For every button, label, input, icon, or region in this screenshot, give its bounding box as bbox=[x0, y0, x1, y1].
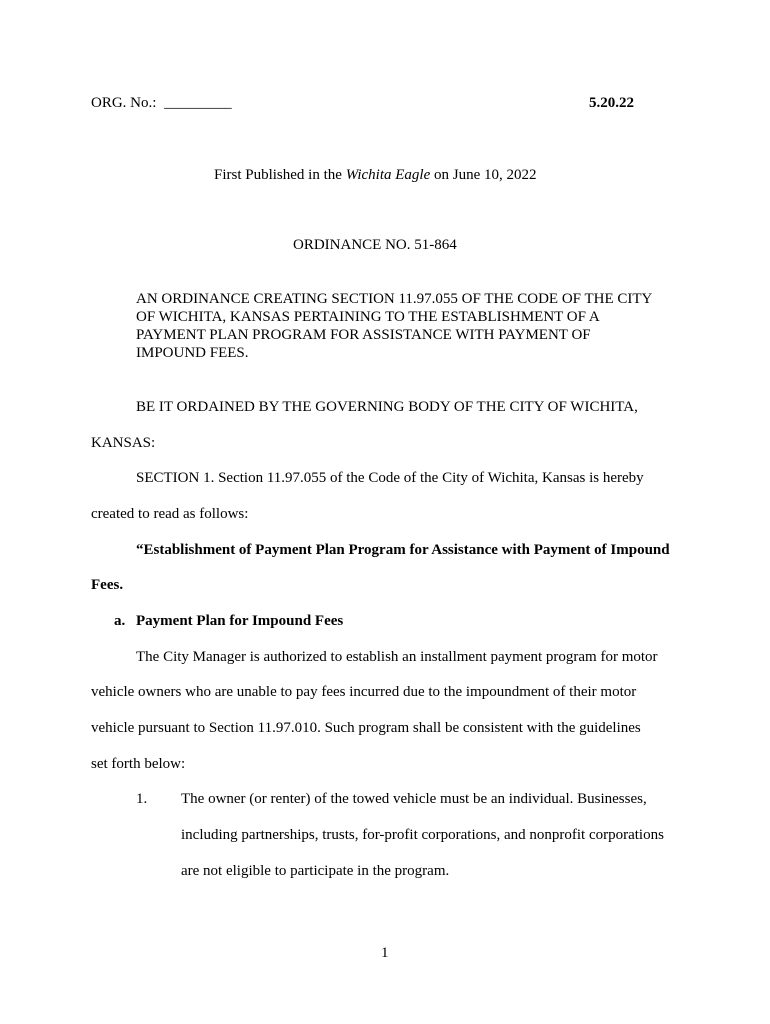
title-line: AN ORDINANCE CREATING SECTION 11.97.055 OF THE CODE OF THE CITY bbox=[136, 291, 653, 307]
subsection-a-title: Payment Plan for Impound Fees bbox=[136, 613, 344, 629]
list-item-line: are not eligible to participate in the program. bbox=[181, 863, 450, 879]
date-code: 5.20.22 bbox=[589, 95, 634, 111]
paragraph-line: vehicle pursuant to Section 11.97.010. Such program shall be consistent with the guidelines bbox=[91, 720, 641, 736]
ordain-clause-line-2: KANSAS: bbox=[91, 435, 156, 451]
org-number-blank: _________ bbox=[164, 95, 232, 111]
section-heading-line-2: Fees. bbox=[91, 577, 124, 593]
title-line: PAYMENT PLAN PROGRAM FOR ASSISTANCE WITH PAYMENT OF bbox=[136, 327, 591, 343]
list-item-line: The owner (or renter) of the towed vehicle must be an individual. Businesses, bbox=[181, 791, 647, 807]
newspaper-name: Wichita Eagle bbox=[345, 167, 431, 183]
publication-line bbox=[214, 166, 537, 184]
list-item-marker: 1. bbox=[136, 791, 148, 807]
ordinance-title bbox=[136, 290, 676, 362]
ordinance-number: ORDINANCE NO. 51-864 bbox=[293, 237, 457, 253]
org-label: ORG. No.: bbox=[91, 95, 157, 111]
paragraph-line: The City Manager is authorized to establish an installment payment program for motor bbox=[136, 649, 658, 665]
title-line: IMPOUND FEES. bbox=[136, 345, 249, 361]
paragraph-line: set forth below: bbox=[91, 756, 186, 772]
publication-suffix: on June 10, 2022 bbox=[430, 167, 537, 183]
section-1-line-1: SECTION 1. Section 11.97.055 of the Code of the City of Wichita, Kansas is hereby bbox=[136, 470, 644, 486]
section-1-line-2: created to read as follows: bbox=[91, 506, 249, 522]
page-number: 1 bbox=[381, 945, 389, 961]
org-number-label bbox=[91, 94, 232, 112]
paragraph-line: vehicle owners who are unable to pay fees incurred due to the impoundment of their motor bbox=[91, 684, 637, 700]
subsection-a-marker: a. bbox=[114, 613, 126, 629]
publication-prefix: First Published in the bbox=[214, 167, 346, 183]
list-item-line: including partnerships, trusts, for-profit corporations, and nonprofit corporations bbox=[181, 827, 664, 843]
title-line: OF WICHITA, KANSAS PERTAINING TO THE ESTABLISHMENT OF A bbox=[136, 309, 600, 325]
section-heading-line-1: “Establishment of Payment Plan Program for Assistance with Payment of Impound bbox=[136, 542, 670, 558]
ordain-clause-line-1: BE IT ORDAINED BY THE GOVERNING BODY OF THE CITY OF WICHITA, bbox=[136, 399, 638, 415]
